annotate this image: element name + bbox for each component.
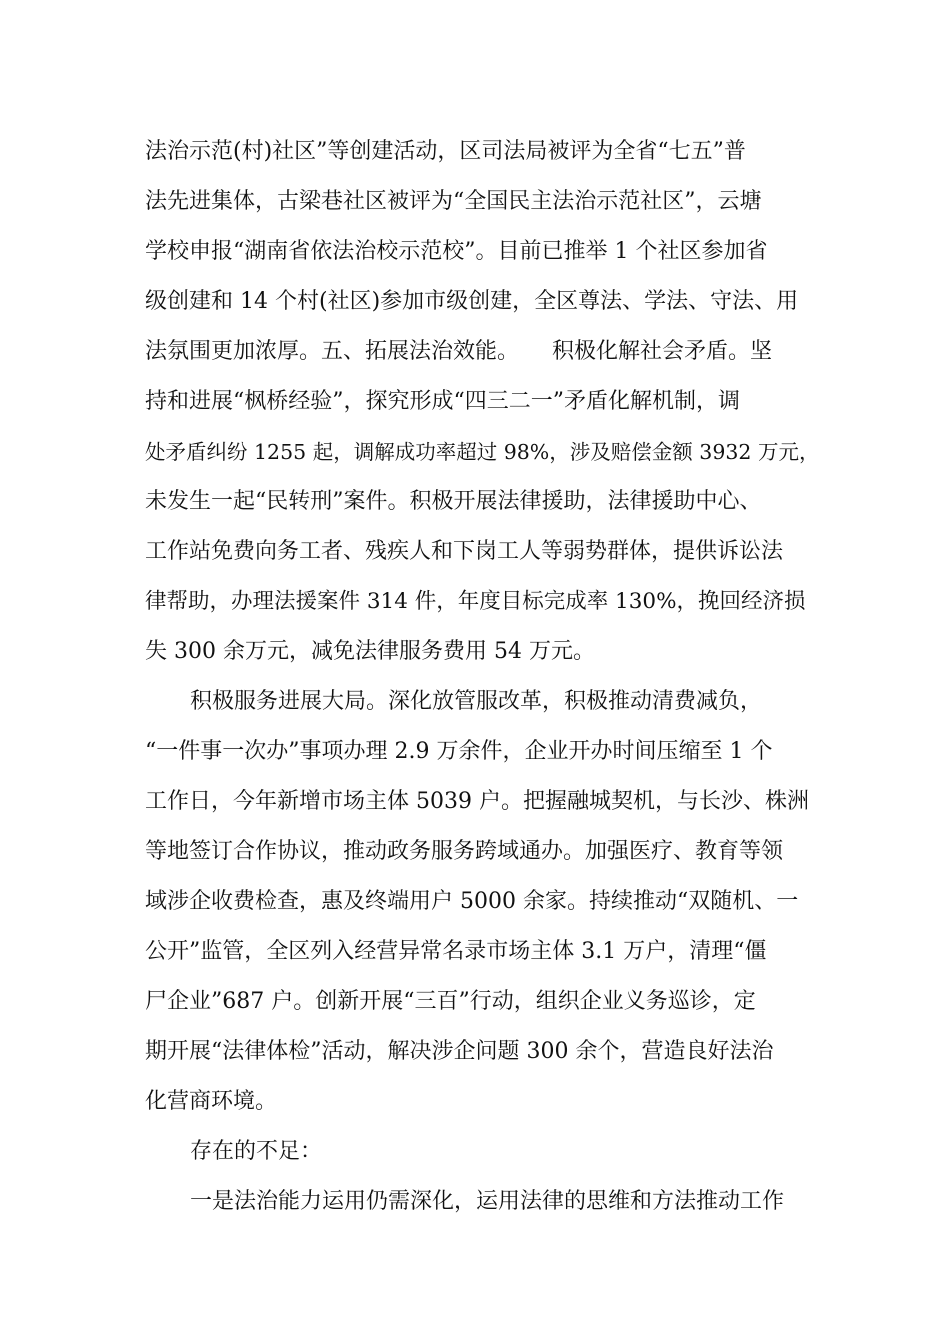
section-heading: 存在的不足： — [190, 1139, 323, 1164]
text-line: 化营商环境。 — [145, 1089, 278, 1114]
text-line: 尸企业”687 户。创新开展“三百”行动，组织企业义务巡诊，定 — [145, 989, 756, 1014]
text-line: 持和进展“枫桥经验”，探究形成“四三二一”矛盾化解机制，调 — [145, 389, 740, 414]
text-line: 期开展“法律体检”活动，解决涉企问题 300 余个，营造良好法治 — [145, 1039, 774, 1064]
text-line: 级创建和 14 个村(社区)参加市级创建，全区尊法、学法、守法、用 — [145, 289, 799, 314]
text-line: 处矛盾纠纷 1255 起，调解成功率超过 98%，涉及赔偿金额 3932 万元， — [145, 440, 820, 464]
text-line: 域涉企收费检查，惠及终端用户 5000 余家。持续推动“双随机、一 — [145, 889, 799, 914]
text-line: “一件事一次办”事项办理 2.9 万余件，企业开办时间压缩至 1 个 — [145, 739, 773, 764]
paragraph-first-line: 积极服务进展大局。深化放管服改革，积极推动清费减负， — [190, 689, 763, 714]
text-line: 律帮助，办理法援案件 314 件，年度目标完成率 130%，挽回经济损 — [145, 589, 806, 614]
paragraph-first-line: 一是法治能力运用仍需深化，运用法律的思维和方法推动工作 — [190, 1189, 785, 1214]
text-line: 公开”监管，全区列入经营异常名录市场主体 3.1 万户，清理“僵 — [145, 939, 767, 964]
text-line: 法先进集体，古梁巷社区被评为“全国民主法治示范社区”，云塘 — [145, 189, 762, 214]
text-line: 学校申报“湖南省依法治校示范校”。目前已推举 1 个社区参加省 — [145, 239, 768, 264]
text-line: 等地签订合作协议，推动政务服务跨域通办。加强医疗、教育等领 — [145, 839, 784, 864]
text-line: 法治示范(村)社区”等创建活动，区司法局被评为全省“七五”普 — [145, 139, 746, 164]
text-line: 工作站免费向务工者、残疾人和下岗工人等弱势群体，提供诉讼法 — [145, 539, 784, 564]
text-line: 工作日，今年新增市场主体 5039 户。把握融城契机，与长沙、株洲 — [145, 789, 809, 814]
text-line: 未发生一起“民转刑”案件。积极开展法律援助，法律援助中心、 — [145, 489, 762, 514]
text-line: 法氛围更加浓厚。五、拓展法治效能。 积极化解社会矛盾。坚 — [145, 339, 773, 364]
text-line: 失 300 余万元，减免法律服务费用 54 万元。 — [145, 639, 595, 664]
